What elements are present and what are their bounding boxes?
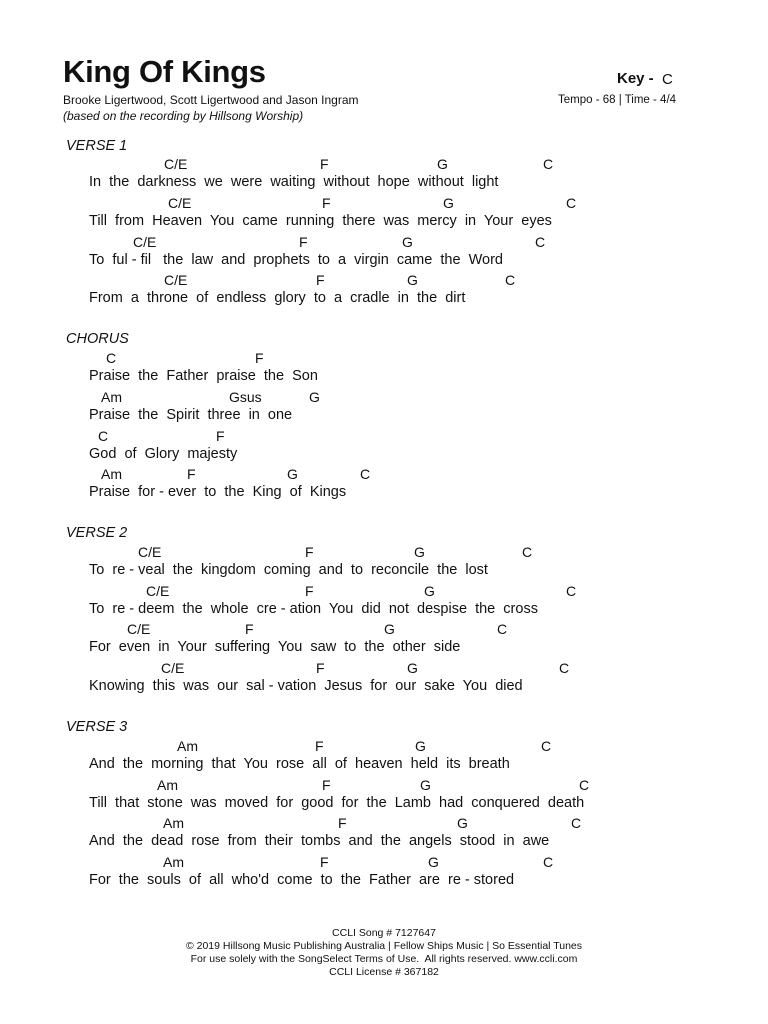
- lyric-line: Knowing this was our sal - vation Jesus for our sake You died: [89, 678, 523, 694]
- chord: C: [535, 234, 546, 250]
- chord: G: [407, 272, 418, 288]
- footer-terms: For use solely with the SongSelect Terms of Use. All rights reserved. www.ccli.com: [190, 953, 578, 965]
- chord: C: [106, 350, 117, 366]
- chord: F: [255, 350, 264, 366]
- lyric-line: Till from Heaven You came running there was mercy in Your eyes: [89, 213, 552, 229]
- chord: G: [424, 583, 435, 599]
- lyric-line: To re - deem the whole cre - ation You did not despise the cross: [89, 601, 538, 617]
- lyric-line: For even in Your suffering You saw to the other side: [89, 639, 461, 655]
- chord: C: [571, 815, 582, 831]
- chord: G: [443, 195, 454, 211]
- lyric-line: Praise the Father praise the Son: [89, 368, 318, 384]
- section-heading: VERSE 3: [66, 719, 128, 735]
- chord: C: [559, 660, 570, 676]
- chord: C: [566, 195, 577, 211]
- lyric-line: To re - veal the kingdom coming and to reconcile the lost: [89, 562, 488, 578]
- song-authors: Brooke Ligertwood, Scott Ligertwood and Jason Ingram: [63, 93, 359, 107]
- chord: C: [497, 621, 508, 637]
- recording-note: (based on the recording by Hillsong Worship): [63, 109, 304, 123]
- chord: C: [543, 854, 554, 870]
- chord: F: [299, 234, 308, 250]
- chord: C/E: [164, 156, 188, 172]
- section-heading: VERSE 2: [66, 525, 128, 541]
- chord: C/E: [161, 660, 185, 676]
- lyric-line: Till that stone was moved for good for the Lamb had conquered death: [89, 795, 585, 811]
- chord: G: [415, 738, 426, 754]
- lyric-line: Praise for - ever to the King of Kings: [89, 484, 347, 500]
- section-heading: CHORUS: [66, 331, 129, 347]
- chord: F: [315, 738, 324, 754]
- chord: F: [338, 815, 347, 831]
- lyric-line: God of Glory majesty: [89, 446, 238, 462]
- footer-copyright: © 2019 Hillsong Music Publishing Australia | Fellow Ships Music | So Essential Tunes: [185, 940, 583, 952]
- chord: Am: [101, 389, 122, 405]
- chord: C/E: [127, 621, 151, 637]
- chord: C: [543, 156, 554, 172]
- lyric-line: And the dead rose from their tombs and the angels stood in awe: [89, 833, 550, 849]
- chord: C/E: [133, 234, 157, 250]
- section-heading: VERSE 1: [66, 138, 128, 154]
- lyric-line: To ful - fil the law and prophets to a virgin came the Word: [89, 252, 503, 268]
- chord: Am: [163, 854, 184, 870]
- chord: G: [414, 544, 425, 560]
- chord: F: [322, 777, 331, 793]
- tempo-time: Tempo - 68 | Time - 4/4: [558, 94, 677, 106]
- footer-song-number: CCLI Song # 7127647: [332, 927, 436, 939]
- chord: C/E: [146, 583, 170, 599]
- chord: C: [98, 428, 109, 444]
- chord: Am: [157, 777, 178, 793]
- lyric-line: For the souls of all who'd come to the Father are re - stored: [89, 872, 515, 888]
- chord: G: [407, 660, 418, 676]
- chord: Gsus: [229, 389, 262, 405]
- chord: F: [216, 428, 225, 444]
- chord: C: [579, 777, 590, 793]
- chord: F: [245, 621, 254, 637]
- chord: F: [305, 583, 314, 599]
- chord: C/E: [164, 272, 188, 288]
- chord: C: [522, 544, 533, 560]
- chord: G: [309, 389, 320, 405]
- chord: F: [316, 272, 325, 288]
- chord: F: [320, 156, 329, 172]
- chord: C: [566, 583, 577, 599]
- key-label: Key -: [617, 70, 654, 87]
- chord: G: [402, 234, 413, 250]
- chord: C: [541, 738, 552, 754]
- chord: C/E: [138, 544, 162, 560]
- chord: C: [360, 466, 371, 482]
- chord: C/E: [168, 195, 192, 211]
- chord: G: [287, 466, 298, 482]
- chord: Am: [177, 738, 198, 754]
- lyric-line: In the darkness we were waiting without hope without light: [89, 174, 499, 190]
- key-value: C: [662, 71, 673, 88]
- song-title: King Of Kings: [63, 54, 266, 89]
- chord: G: [420, 777, 431, 793]
- chord: G: [457, 815, 468, 831]
- chord: F: [316, 660, 325, 676]
- chord: G: [428, 854, 439, 870]
- chord: Am: [163, 815, 184, 831]
- chord: Am: [101, 466, 122, 482]
- lyric-line: And the morning that You rose all of heaven held its breath: [89, 756, 510, 772]
- chord: F: [322, 195, 331, 211]
- chord: C: [505, 272, 516, 288]
- chord: F: [187, 466, 196, 482]
- lyric-line: Praise the Spirit three in one: [89, 407, 293, 423]
- chord: G: [437, 156, 448, 172]
- lyric-line: From a throne of endless glory to a cradle in the dirt: [89, 290, 466, 306]
- chord: G: [384, 621, 395, 637]
- chord: F: [320, 854, 329, 870]
- footer-license: CCLI License # 367182: [329, 966, 439, 978]
- chord: F: [305, 544, 314, 560]
